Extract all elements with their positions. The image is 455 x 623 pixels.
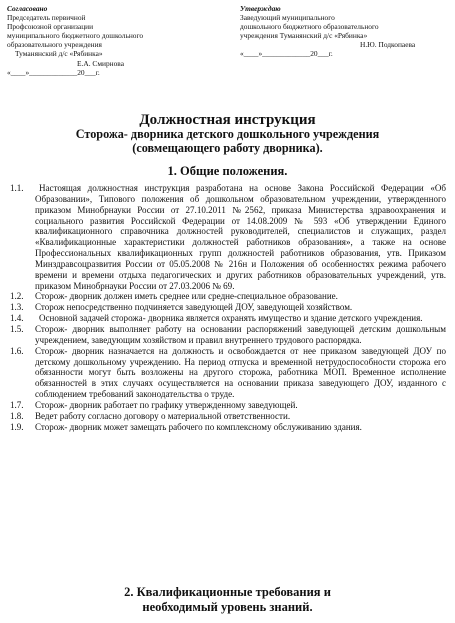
approval-date: «____»_____________20___г.	[7, 67, 100, 77]
section-heading-general: 1. Общие положения.	[167, 164, 288, 178]
list-item	[10, 313, 446, 324]
item-text: Сторож- дворник работает по графику утвержденному заведующей.	[35, 399, 298, 410]
approval-line: дошкольного бюджетного образовательного	[240, 22, 379, 32]
approval-line: учреждения Туманянский д/с «Рябинка»	[240, 31, 368, 41]
approval-block-approved	[240, 4, 450, 59]
approval-line: Профсоюзной организации	[7, 22, 94, 32]
item-text: Ведет работу согласно договору о материальной ответственности.	[35, 410, 291, 421]
approval-signature: Н.Ю. Подкопаева	[360, 40, 416, 50]
subtitle-line: Сторожа- дворника детского дошкольного учреждения	[75, 127, 380, 141]
item-number: 1.2.	[10, 291, 24, 302]
section-heading-line: 2. Квалификационные требования и	[124, 585, 331, 599]
list-item	[10, 346, 446, 400]
item-number: 1.6.	[10, 345, 24, 356]
section-heading-line: необходимый уровень знаний.	[142, 600, 313, 614]
approval-date: «____»_____________20___г.	[240, 49, 333, 59]
general-provisions-list	[10, 183, 446, 432]
item-number: 1.3.	[10, 302, 24, 313]
approval-line: Председатель первичной	[7, 13, 86, 23]
item-text: Сторож- дворник может замещать рабочего по комплексному обслуживанию здания.	[35, 421, 362, 432]
item-text: Сторож- дворник должен иметь среднее или средне-специальное образование.	[35, 291, 338, 302]
list-item	[10, 302, 446, 313]
item-number: 1.1.	[10, 183, 24, 193]
approval-line: Туманянский д/с «Рябинка»	[15, 49, 103, 59]
approval-block-agreed	[7, 4, 207, 77]
approval-signature: Е.А. Смирнова	[77, 58, 124, 68]
item-text: Сторож- дворник выполняет работу на основании распоряжений заведующей детским дошкольным учреждением, заведующим хозяйством и правил внутреннего трудового распорядка.	[35, 323, 446, 345]
approval-line: образовательного учреждения	[7, 40, 102, 50]
item-text: Настоящая должностная инструкция разработана на основе Закона Российской Федерации «Об Образовании», Типового положения об дошкольном образовательном учреждении, утвержденного приказом Минобрнауки России от 27.10.2011 №2562, приказа Министерства здравоохранения и социального развития Российской Федерации от 14.08.2009 № 593 «Об утверждении Единого квалификационного справочника должностей руководителей, специалистов и служащих, раздел «Квалификационные характеристики должностей работников образования», а также на основе Профессиональных квалификационных групп должностей работников образования, утв. Приказом Минздравсоцразвития России от 05.05.2008 № 216н и Положения об особенностях режима рабочего времени и времени отдыха педагогических и других работников образовательных учреждений, утв. приказом Минобрнауки России от 27.03.2006 № 69.	[35, 183, 446, 291]
item-number: 1.7.	[10, 399, 24, 410]
approval-line: Заведующий муниципального	[240, 13, 335, 23]
list-item	[10, 422, 446, 433]
item-text: Сторож непосредственно подчиняется заведующей ДОУ, заведующей хозяйством.	[35, 302, 353, 313]
item-text: Основной задачей сторожа- дворника является охранять имущество и здание детского учреждения.	[39, 313, 423, 324]
list-item	[10, 411, 446, 422]
subtitle-line: (совмещающего работу дворника).	[132, 141, 323, 155]
list-item	[10, 324, 446, 346]
item-text: Сторож- дворник назначается на должность и освобождается от нее приказом заведующей ДОУ по детскому дошкольному учреждению. На период отпуска и временной нетрудоспособности сторожа его обязанности могут быть возложены на другого сторожа, работника МОП. Временное исполнение обязанностей в этих случаях осуществляется на основании приказа заведующего ДОУ, изданного с соблюдением требований законодательства о труде.	[35, 345, 446, 400]
document-title: Должностная инструкция	[139, 112, 316, 128]
item-number: 1.4.	[10, 313, 24, 324]
list-item	[10, 400, 446, 411]
section-heading-qualification	[0, 585, 455, 615]
list-item	[10, 291, 446, 302]
item-number: 1.9.	[10, 421, 24, 432]
approval-header: Согласовано	[7, 4, 48, 13]
item-number: 1.8.	[10, 410, 24, 421]
document-subtitle	[0, 127, 455, 155]
list-item	[10, 183, 446, 291]
approval-header: Утверждаю	[240, 4, 281, 13]
approval-line: муниципального бюджетного дошкольного	[7, 31, 144, 41]
item-number: 1.5.	[10, 323, 24, 334]
